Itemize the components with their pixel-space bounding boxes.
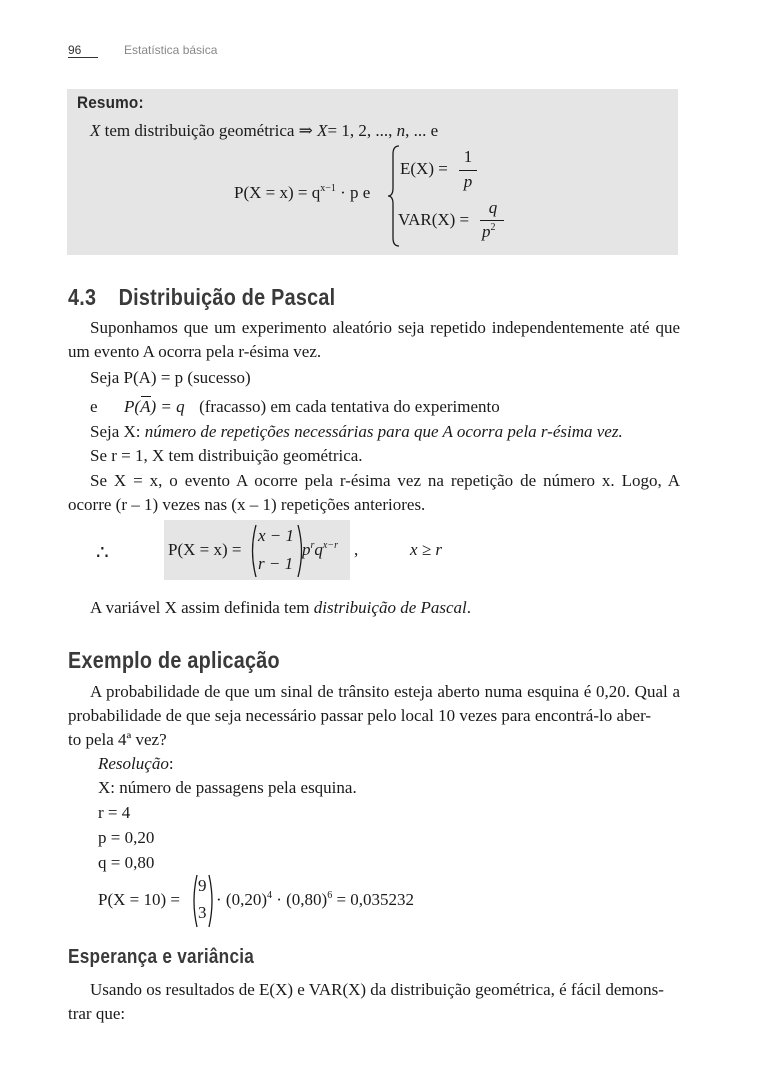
variance-fraction-bar [480,220,504,221]
expectation-lhs: E(X) = [400,159,448,178]
expectation-denominator: p [463,172,473,191]
variance-lhs: VAR(X) = [398,210,470,229]
resolution-p: p = 0,20 [98,828,155,847]
calc-lhs: P(X = 10) = [98,890,180,909]
expectation-numerator: 1 [463,147,473,166]
example-heading: Exemplo de aplicação [68,647,280,673]
calc-binomial-bottom: 3 [198,903,207,922]
pascal-formula-lhs: P(X = x) = [168,540,242,559]
pascal-definition: A variável X assim definida tem distribuição de Pascal. [90,598,472,617]
summary-box [67,89,678,255]
pascal-formula-condition: x ≥ r [410,540,442,559]
pmf-formula: $P(X = x) = q^{x-1} \cdot p$ e [234,183,371,202]
pascal-success: Seja P(A) = p (sucesso) [90,368,251,387]
binomial-bottom: r − 1 [258,554,294,573]
pascal-failure: e P(A) = q (fracasso) em cada tentativa do experimento [90,397,500,416]
therefore-symbol: ∴ [96,542,109,564]
running-header: Estatística básica [124,43,218,57]
page-number-underline [68,57,98,58]
pascal-event-text: Se X = x, o evento A ocorre pela r-ésima vez na repetição de número x. Logo, A ocorre (r – 1) vezes nas (x – 1) repetições anteriores. [68,471,680,514]
complement-bar [141,396,151,397]
pascal-geometric-note: Se r = 1, X tem distribuição geométrica. [90,446,363,465]
variance-denominator: $p^2$ [482,222,496,241]
subsection-text-line1: Usando os resultados de E(X) e VAR(X) da distribuição geométrica, é fácil demons- [90,980,664,999]
example-question-end: to pela 4ª vez? [68,730,167,749]
failure-formula: P(A) = q [124,397,185,416]
summary-title: Resumo: [77,93,144,112]
resolution-x-def: X: número de passagens pela esquina. [98,778,357,797]
variance-numerator: q [488,198,498,217]
resolution-q: q = 0,80 [98,853,155,872]
section-heading: 4.3 Distribuição de Pascal [68,284,336,310]
resolution-label: Resolução: [98,754,174,773]
example-question: A probabilidade de que um sinal de trânsito esteja aberto numa esquina é 0,20. Qual a probabilidade de que seja necessário passar pelo local 10 vezes para encontrá-lo aber- [68,682,680,725]
subsection-text-line2: trar que: [68,1004,126,1023]
summary-line: X tem distribuição geométrica ⇒ X= 1, 2, ..., n, ... e [90,121,439,140]
resolution-r: r = 4 [98,803,131,822]
binomial-top: x − 1 [258,526,295,545]
calc-rhs: · $(0,20)^4 \cdot (0,80)^6 = 0,035232$ [216,890,415,909]
calc-binomial-top: 9 [198,876,207,895]
subsection-heading: Esperança e variância [68,946,255,968]
pascal-formula-comma: , [354,540,359,559]
pascal-intro: Suponhamos que um experimento aleatório seja repetido independentemente até que um evento A ocorra pela r-ésima vez. [68,318,680,361]
page-number: 96 [68,43,82,57]
pascal-formula-powers: $p^rq^{x-r}$ [302,540,338,559]
expectation-fraction-bar [459,170,477,171]
pascal-variable-def: Seja X: número de repetições necessárias para que A ocorra pela r-ésima vez. [90,422,623,441]
